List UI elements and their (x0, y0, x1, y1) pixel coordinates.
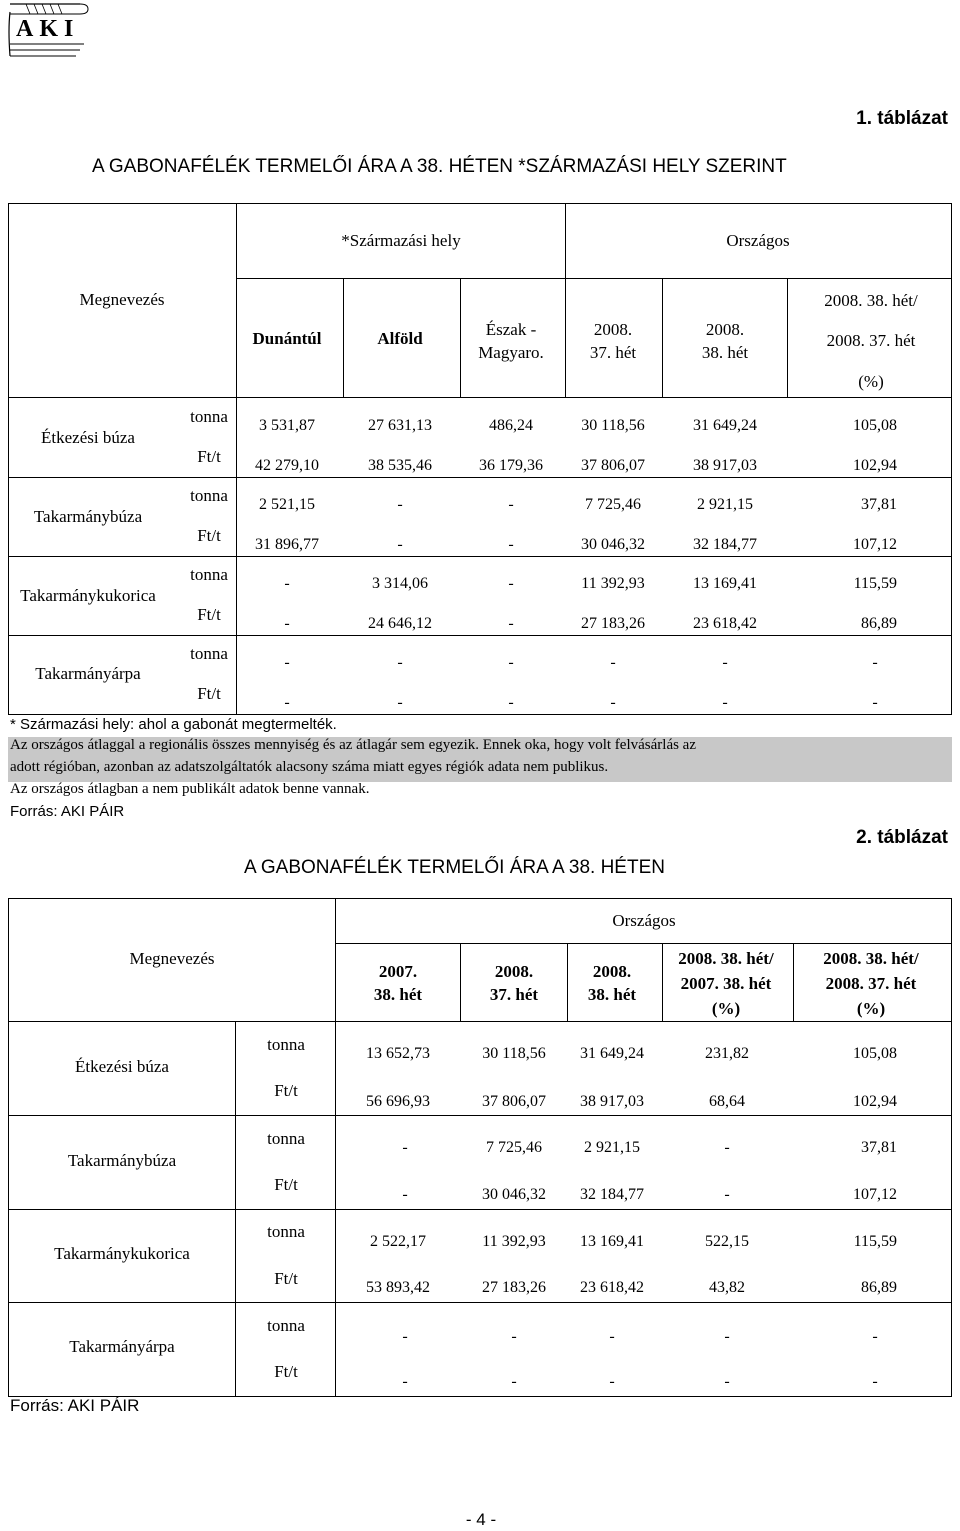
unit-label: tonna (190, 407, 228, 426)
product-name: Takarmánykukorica (20, 586, 156, 605)
table1-col-alfold: Alföld (377, 329, 423, 348)
table1-cell: 2 921,15 (697, 496, 753, 513)
unit-label: Ft/t (197, 526, 221, 545)
table1-cell: 37,81 (861, 496, 897, 513)
table2-cell: - (402, 1186, 408, 1203)
table2-cell: 43,82 (709, 1279, 745, 1296)
table2-cell: 30 118,56 (482, 1045, 546, 1062)
table2-col-pct2: 2008. 38. hét/ 2008. 37. hét (%) (823, 949, 919, 1018)
table2-cell: - (511, 1328, 517, 1345)
table2-cell: - (402, 1373, 408, 1390)
table2-cell: 27 183,26 (482, 1279, 546, 1296)
table1-col-eszak: Észak - Magyaro. (478, 320, 544, 362)
table2-cell: 37 806,07 (482, 1093, 546, 1110)
note-line-1: Az országos átlaggal a regionális összes mennyiség és az átlagár sem egyezik. Ennek oka, hogy volt felvásárlás az (10, 737, 697, 753)
table1-cell: 3 531,87 (259, 417, 315, 434)
table1-cell: 37 806,07 (581, 457, 645, 474)
table1-cell: 11 392,93 (581, 575, 645, 592)
table1-cell: 31 649,24 (693, 417, 757, 434)
table1-cell: 2 521,15 (259, 496, 315, 513)
table2-cell: 2 921,15 (584, 1139, 640, 1156)
table2-cell: 231,82 (705, 1045, 749, 1062)
table1-cell: 105,08 (853, 417, 897, 434)
table2-col-2008-38: 2008. 38. hét (587, 962, 637, 1004)
table2-cell: 13 652,73 (366, 1045, 430, 1062)
table1-col-dunantul: Dunántúl (252, 329, 322, 348)
table2-cell: 32 184,77 (580, 1186, 644, 1203)
table1-title: A GABONAFÉLÉK TERMELŐI ÁRA A 38. HÉTEN *SZÁRMAZÁSI HELY SZERINT (92, 156, 787, 177)
product-name: Takarmányárpa (69, 1337, 175, 1356)
table1-footnote: * Származási hely: ahol a gabonát megtermelték. (10, 716, 337, 733)
table2-cell: - (724, 1373, 730, 1390)
table1-cell: 24 646,12 (368, 615, 432, 632)
table2-cell: 86,89 (861, 1279, 897, 1296)
table2-cell: 13 169,41 (580, 1233, 644, 1250)
table1-cell: 42 279,10 (255, 457, 319, 474)
table1-cell: 27 631,13 (368, 417, 432, 434)
table1-cell: - (722, 694, 728, 711)
unit-label: tonna (190, 565, 228, 584)
note-line-2: adott régióban, azonban az adatszolgáltatók alacsony száma miatt egyes régiók adata nem publikus. (10, 759, 609, 775)
unit-label: Ft/t (197, 684, 221, 703)
table2-cell: 23 618,42 (580, 1279, 644, 1296)
unit-label: Ft/t (197, 447, 221, 466)
table1-cell: - (397, 694, 403, 711)
table2-cell: - (872, 1328, 878, 1345)
table2-cell: - (872, 1373, 878, 1390)
table1-cell: 38 535,46 (368, 457, 432, 474)
table2-source: Forrás: AKI PÁIR (10, 1396, 140, 1415)
table2-cell: 31 649,24 (580, 1045, 644, 1062)
table1-col-pct-line3: (%) (858, 372, 884, 391)
table2-cell: 105,08 (853, 1045, 897, 1062)
table2-cell: 68,64 (709, 1093, 745, 1110)
table2-cell: - (609, 1328, 615, 1345)
table1-cell: 13 169,41 (693, 575, 757, 592)
table2-cell: 115,59 (853, 1233, 897, 1250)
table2-cell: 37,81 (861, 1139, 897, 1156)
table1-source: Forrás: AKI PÁIR (10, 803, 125, 820)
table2-cell: 30 046,32 (482, 1186, 546, 1203)
table2-header-name: Megnevezés (129, 949, 215, 968)
table2-cell: 38 917,03 (580, 1093, 644, 1110)
product-name: Étkezési búza (41, 428, 135, 447)
table2-title: A GABONAFÉLÉK TERMELŐI ÁRA A 38. HÉTEN (244, 857, 665, 878)
table1-cell: 36 179,36 (479, 457, 543, 474)
table1-cell: - (610, 694, 616, 711)
table1-cell: 115,59 (853, 575, 897, 592)
table1-cell: 107,12 (853, 536, 897, 553)
table1-cell: 7 725,46 (585, 496, 641, 513)
table1-cell: - (397, 654, 403, 671)
table2-header-national: Országos (612, 911, 676, 930)
table1-cell: 27 183,26 (581, 615, 645, 632)
unit-label: Ft/t (274, 1269, 298, 1288)
logo-text: AKI (16, 16, 80, 42)
unit-label: tonna (190, 486, 228, 505)
table2-cell: 107,12 (853, 1186, 897, 1203)
table1-cell: - (284, 615, 290, 632)
table1-cell: - (284, 654, 290, 671)
table1-cell: - (872, 694, 878, 711)
table1-cell: 486,24 (489, 417, 533, 434)
product-name: Étkezési búza (75, 1057, 169, 1076)
product-name: Takarmánybúza (67, 1151, 177, 1170)
unit-label: Ft/t (274, 1081, 298, 1100)
table1-cell: 86,89 (861, 615, 897, 632)
product-name: Takarmánybúza (33, 507, 143, 526)
table2-cell: - (724, 1328, 730, 1345)
unit-label: Ft/t (274, 1362, 298, 1381)
page-number: - 4 - (465, 1510, 497, 1529)
note-line-3: Az országos átlagban a nem publikált adatok benne vannak. (10, 781, 370, 797)
table1-cell: - (508, 536, 514, 553)
unit-label: tonna (267, 1222, 305, 1241)
table1-cell: - (397, 496, 403, 513)
table2-cell: 2 522,17 (370, 1233, 426, 1250)
unit-label: tonna (190, 644, 228, 663)
table1-label: 1. táblázat (856, 108, 948, 129)
table2-col-2008-37: 2008. 37. hét (489, 962, 539, 1004)
table1-col-2008-37: 2008. 37. hét (589, 320, 637, 362)
table1-cell: - (508, 496, 514, 513)
table1-cell: - (284, 694, 290, 711)
table2-cell: - (724, 1139, 730, 1156)
table2-cell: - (402, 1139, 408, 1156)
table1-cell: - (508, 575, 514, 592)
product-name: Takarmányárpa (35, 664, 141, 683)
unit-label: tonna (267, 1035, 305, 1054)
unit-label: tonna (267, 1316, 305, 1335)
table1-cell: - (508, 694, 514, 711)
table2-cell: - (724, 1186, 730, 1203)
table1-header-name: Megnevezés (79, 290, 165, 309)
table1-cell: - (397, 536, 403, 553)
table2-cell: 53 893,42 (366, 1279, 430, 1296)
unit-label: Ft/t (274, 1175, 298, 1194)
table1-cell: - (872, 654, 878, 671)
table1-col-pct-line1: 2008. 38. hét/ (824, 291, 918, 310)
table2-cell: 102,94 (853, 1093, 897, 1110)
table2-cell: - (511, 1373, 517, 1390)
table2-cell: 11 392,93 (482, 1233, 546, 1250)
table1-cell: - (284, 575, 290, 592)
table2-cell: - (609, 1373, 615, 1390)
table2-cell: - (402, 1328, 408, 1345)
table1-cell: - (722, 654, 728, 671)
table1-col-2008-38: 2008. 38. hét (701, 320, 749, 362)
product-name: Takarmánykukorica (54, 1244, 190, 1263)
table1-cell: 23 618,42 (693, 615, 757, 632)
unit-label: Ft/t (197, 605, 221, 624)
table1-cell: - (508, 654, 514, 671)
table1-cell: 30 046,32 (581, 536, 645, 553)
table2-col-2007-38: 2007. 38. hét (373, 962, 423, 1004)
table1-col-pct-line2: 2008. 37. hét (826, 331, 916, 350)
table1-cell: 32 184,77 (693, 536, 757, 553)
table1-cell: - (610, 654, 616, 671)
table1-header-national: Országos (726, 231, 790, 250)
table1-header-origin: *Származási hely (341, 231, 461, 250)
table1-cell: 38 917,03 (693, 457, 757, 474)
table2-col-pct1: 2008. 38. hét/ 2007. 38. hét (%) (678, 949, 774, 1018)
table1-cell: - (508, 615, 514, 632)
table1-cell: 31 896,77 (255, 536, 319, 553)
table1-cell: 3 314,06 (372, 575, 428, 592)
aki-logo (6, 0, 94, 62)
table2-cell: 522,15 (705, 1233, 749, 1250)
table1-cell: 30 118,56 (581, 417, 645, 434)
unit-label: tonna (267, 1129, 305, 1148)
table2-cell: 56 696,93 (366, 1093, 430, 1110)
table1-cell: 102,94 (853, 457, 897, 474)
table2-label: 2. táblázat (856, 827, 948, 848)
table2-cell: 7 725,46 (486, 1139, 542, 1156)
